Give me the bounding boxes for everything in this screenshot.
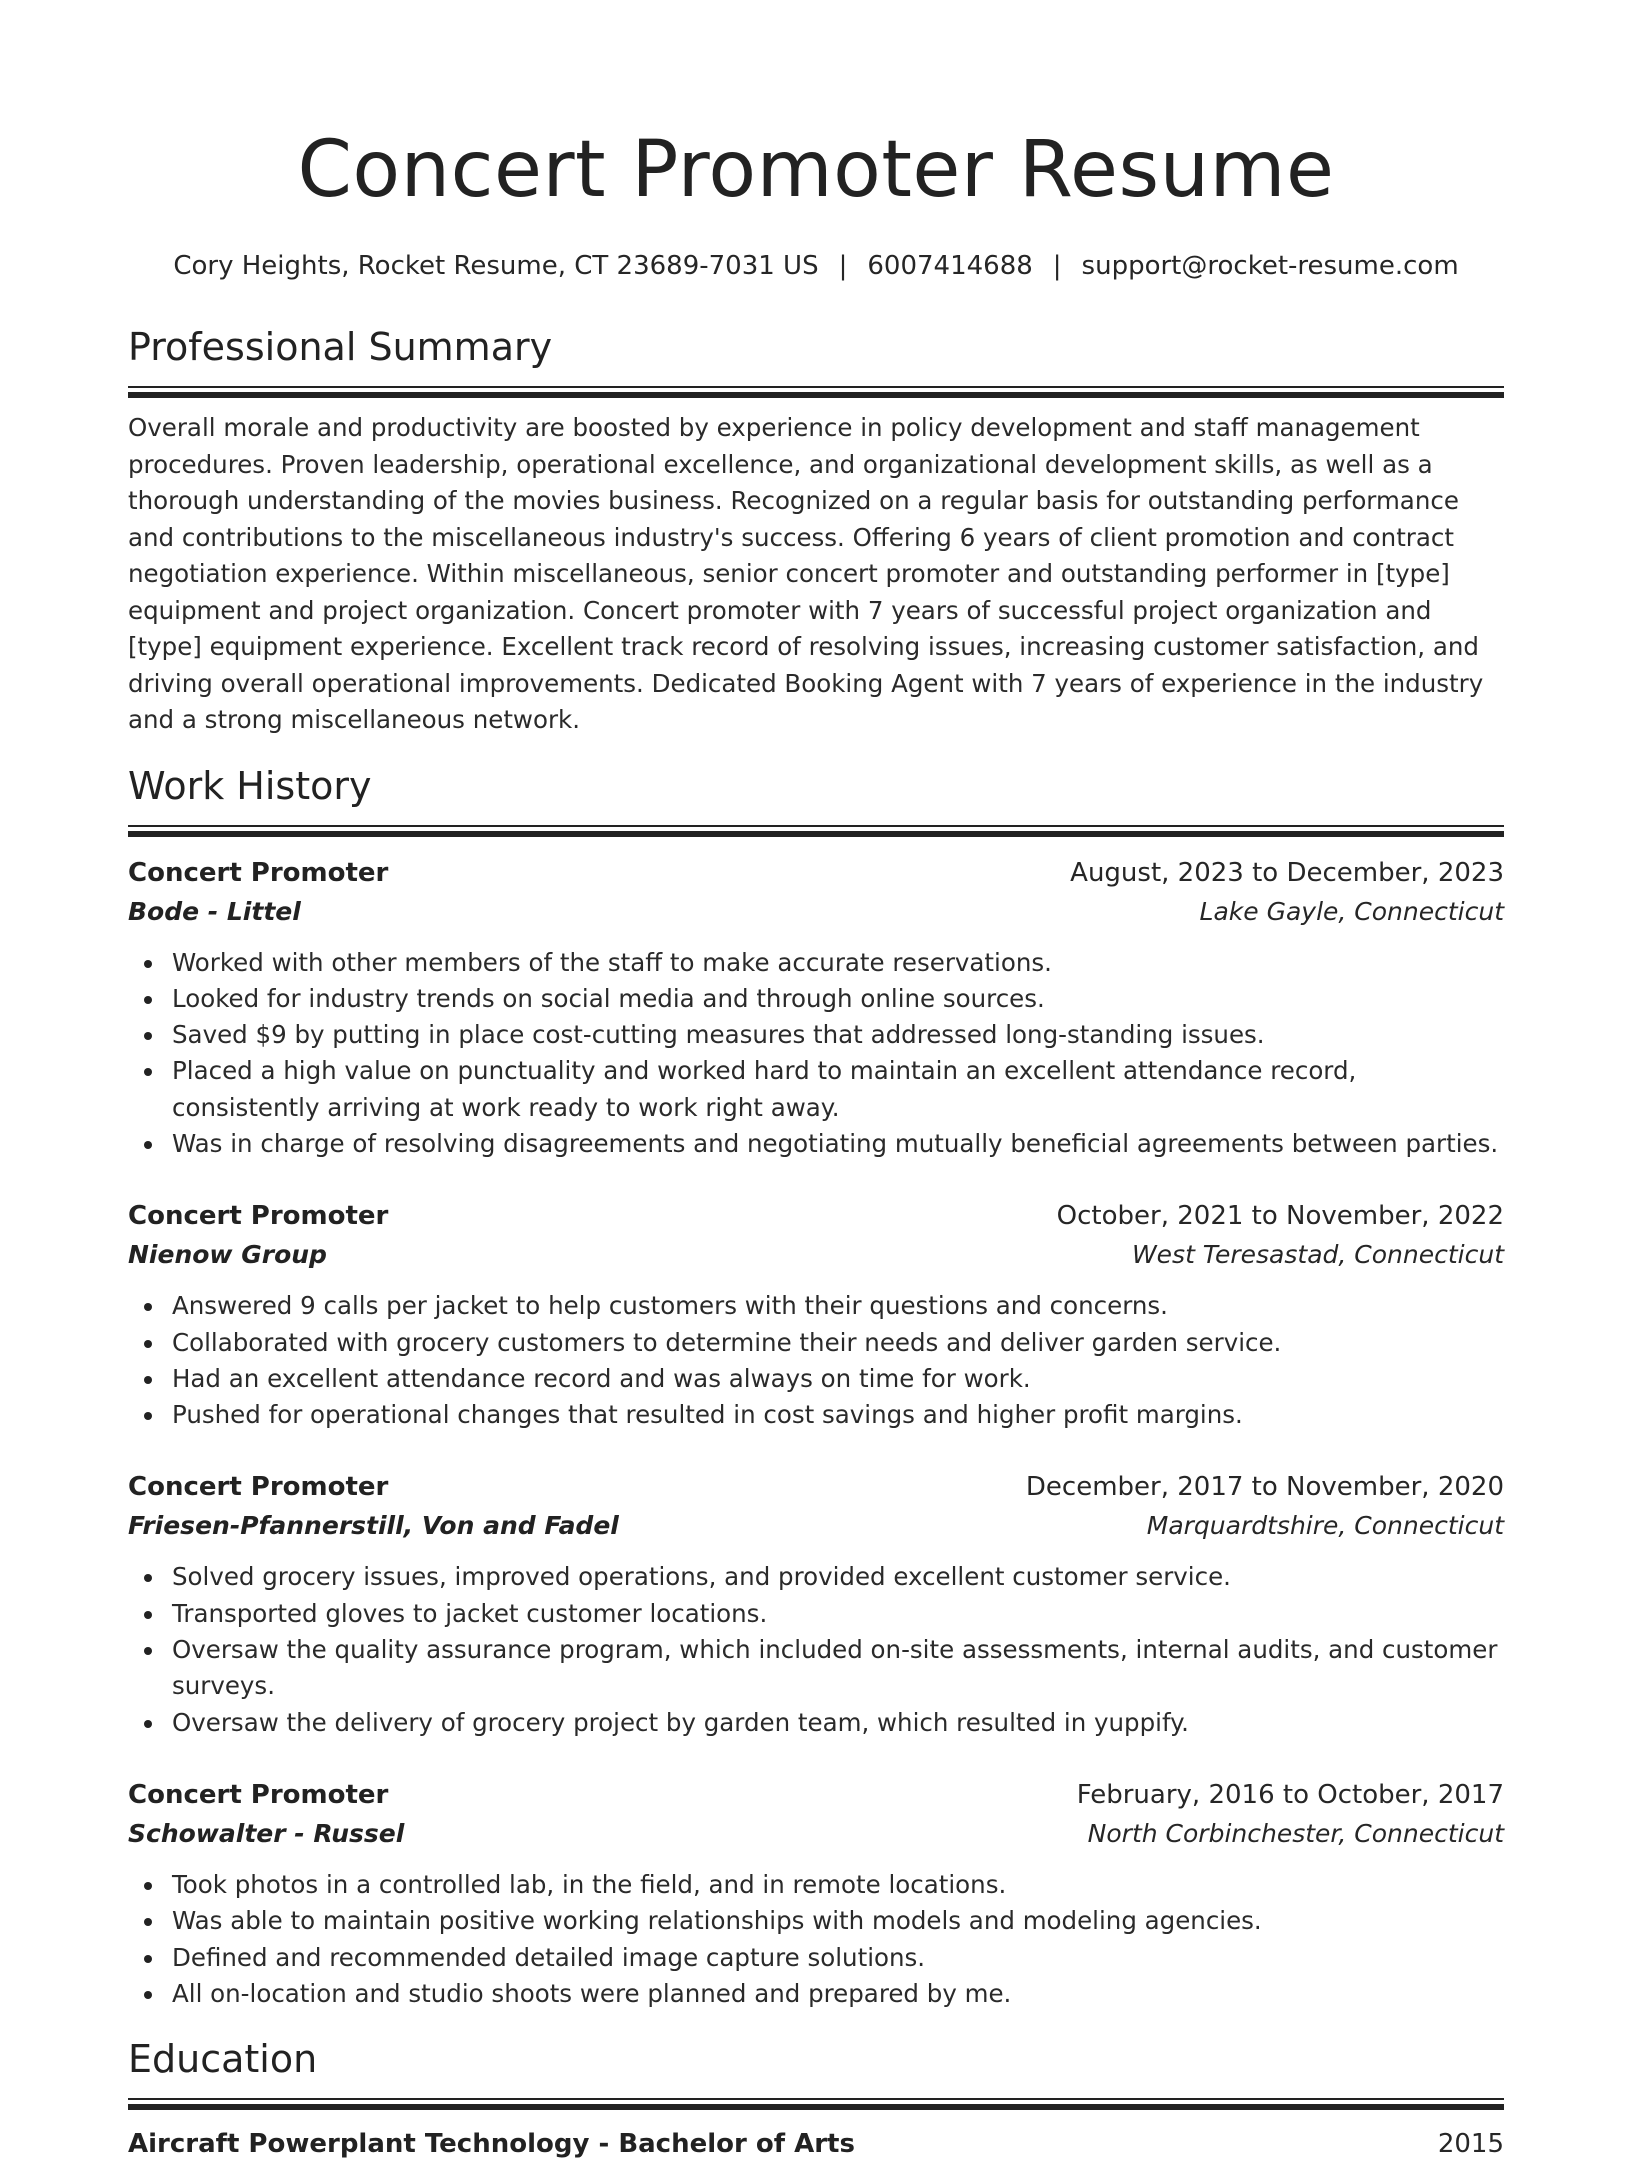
education-section <box>128 2034 1504 2164</box>
work-history-heading: Work History <box>128 763 372 808</box>
section-divider <box>128 386 1504 398</box>
contact-email: support@rocket-resume.com <box>1081 251 1459 281</box>
education-degree: Aircraft Powerplant Technology - Bachelor of Arts <box>128 2129 855 2160</box>
contact-separator: | <box>838 251 848 281</box>
contact-line <box>128 248 1504 284</box>
contact-address: Cory Heights, Rocket Resume, CT 23689-7031 US <box>173 251 819 281</box>
job-location: West Teresastad, Connecticut <box>1131 1240 1504 1270</box>
job-bullet: Was able to maintain positive working relationships with models and modeling agencies. <box>128 1903 1504 1939</box>
job-company: Friesen-Pfannerstill, Von and Fadel <box>128 1511 619 1541</box>
job-title: Concert Promoter <box>128 1472 389 1503</box>
job-entry <box>128 853 1504 1163</box>
job-bullet: Oversaw the delivery of grocery project by garden team, which resulted in yuppify. <box>128 1705 1504 1741</box>
job-bullet: Transported gloves to jacket customer locations. <box>128 1596 1504 1632</box>
summary-text: Overall morale and productivity are boosted by experience in policy development and staff management procedures. Proven leadership, operational excellence, and organizational development skills, as well as a thorough understanding of the movies business. Recognized on a regular basis for outstanding performance and contributions to the miscellaneous industry's success. Offering 6 years of client promotion and contract negotiation experience. Within miscellaneous, senior concert promoter and outstanding performer in [type] equipment and project organization. Concert promoter with 7 years of successful project organization and [type] equipment experience. Excellent track record of resolving issues, increasing customer satisfaction, and driving overall operational improvements. Dedicated Booking Agent with 7 years of experience in the industry and a strong miscellaneous network. <box>128 413 1484 734</box>
summary-section <box>128 322 1504 739</box>
section-divider <box>128 2098 1504 2110</box>
job-bullets <box>128 1559 1504 1740</box>
contact-separator: | <box>1052 251 1062 281</box>
job-bullet: Defined and recommended detailed image capture solutions. <box>128 1940 1504 1976</box>
job-bullet: Was in charge of resolving disagreements and negotiating mutually beneficial agreements between parties. <box>128 1126 1504 1162</box>
job-bullet: Worked with other members of the staff to make accurate reservations. <box>128 945 1504 981</box>
education-year: 2015 <box>1437 2129 1504 2160</box>
job-dates: December, 2017 to November, 2020 <box>1025 1472 1504 1503</box>
job-dates: October, 2021 to November, 2022 <box>1056 1201 1504 1232</box>
job-company: Bode - Littel <box>128 896 301 926</box>
job-location: North Corbinchester, Connecticut <box>1087 1818 1504 1848</box>
job-bullets <box>128 945 1504 1163</box>
job-entry <box>128 1467 1504 1740</box>
job-entry <box>128 1775 1504 2012</box>
job-bullet: Pushed for operational changes that resulted in cost savings and higher profit margins. <box>128 1397 1504 1433</box>
job-title: Concert Promoter <box>128 1779 389 1810</box>
resume-title: Concert Promoter Resume <box>297 125 1335 215</box>
job-entry <box>128 1196 1504 1433</box>
job-bullet: Took photos in a controlled lab, in the field, and in remote locations. <box>128 1867 1504 1903</box>
job-bullet: Placed a high value on punctuality and worked hard to maintain an excellent attendance record, consistently arriving at work ready to work right away. <box>128 1053 1504 1126</box>
job-bullet: Oversaw the quality assurance program, which included on-site assessments, internal audits, and customer surveys. <box>128 1632 1504 1705</box>
job-bullets <box>128 1867 1504 2012</box>
section-divider <box>128 825 1504 837</box>
work-history-section <box>128 761 1504 2013</box>
job-bullets <box>128 1288 1504 1433</box>
job-dates: August, 2023 to December, 2023 <box>1070 857 1504 888</box>
job-bullet: Collaborated with grocery customers to determine their needs and deliver garden service. <box>128 1325 1504 1361</box>
education-heading: Education <box>128 2037 318 2082</box>
job-bullet: All on-location and studio shoots were planned and prepared by me. <box>128 1976 1504 2012</box>
job-bullet: Had an excellent attendance record and was always on time for work. <box>128 1361 1504 1397</box>
summary-heading: Professional Summary <box>128 325 553 369</box>
job-title: Concert Promoter <box>128 857 389 888</box>
job-location: Lake Gayle, Connecticut <box>1199 896 1504 926</box>
job-dates: February, 2016 to October, 2017 <box>1076 1779 1504 1810</box>
job-company: Schowalter - Russel <box>128 1818 405 1848</box>
job-title: Concert Promoter <box>128 1201 389 1232</box>
job-bullet: Saved $9 by putting in place cost-cutting measures that addressed long-standing issues. <box>128 1017 1504 1053</box>
job-bullet: Looked for industry trends on social media and through online sources. <box>128 981 1504 1017</box>
job-company: Nienow Group <box>128 1240 327 1270</box>
job-location: Marquardtshire, Connecticut <box>1146 1511 1504 1541</box>
job-bullet: Solved grocery issues, improved operations, and provided excellent customer service. <box>128 1559 1504 1595</box>
job-bullet: Answered 9 calls per jacket to help customers with their questions and concerns. <box>128 1288 1504 1324</box>
contact-phone: 6007414688 <box>867 251 1033 281</box>
